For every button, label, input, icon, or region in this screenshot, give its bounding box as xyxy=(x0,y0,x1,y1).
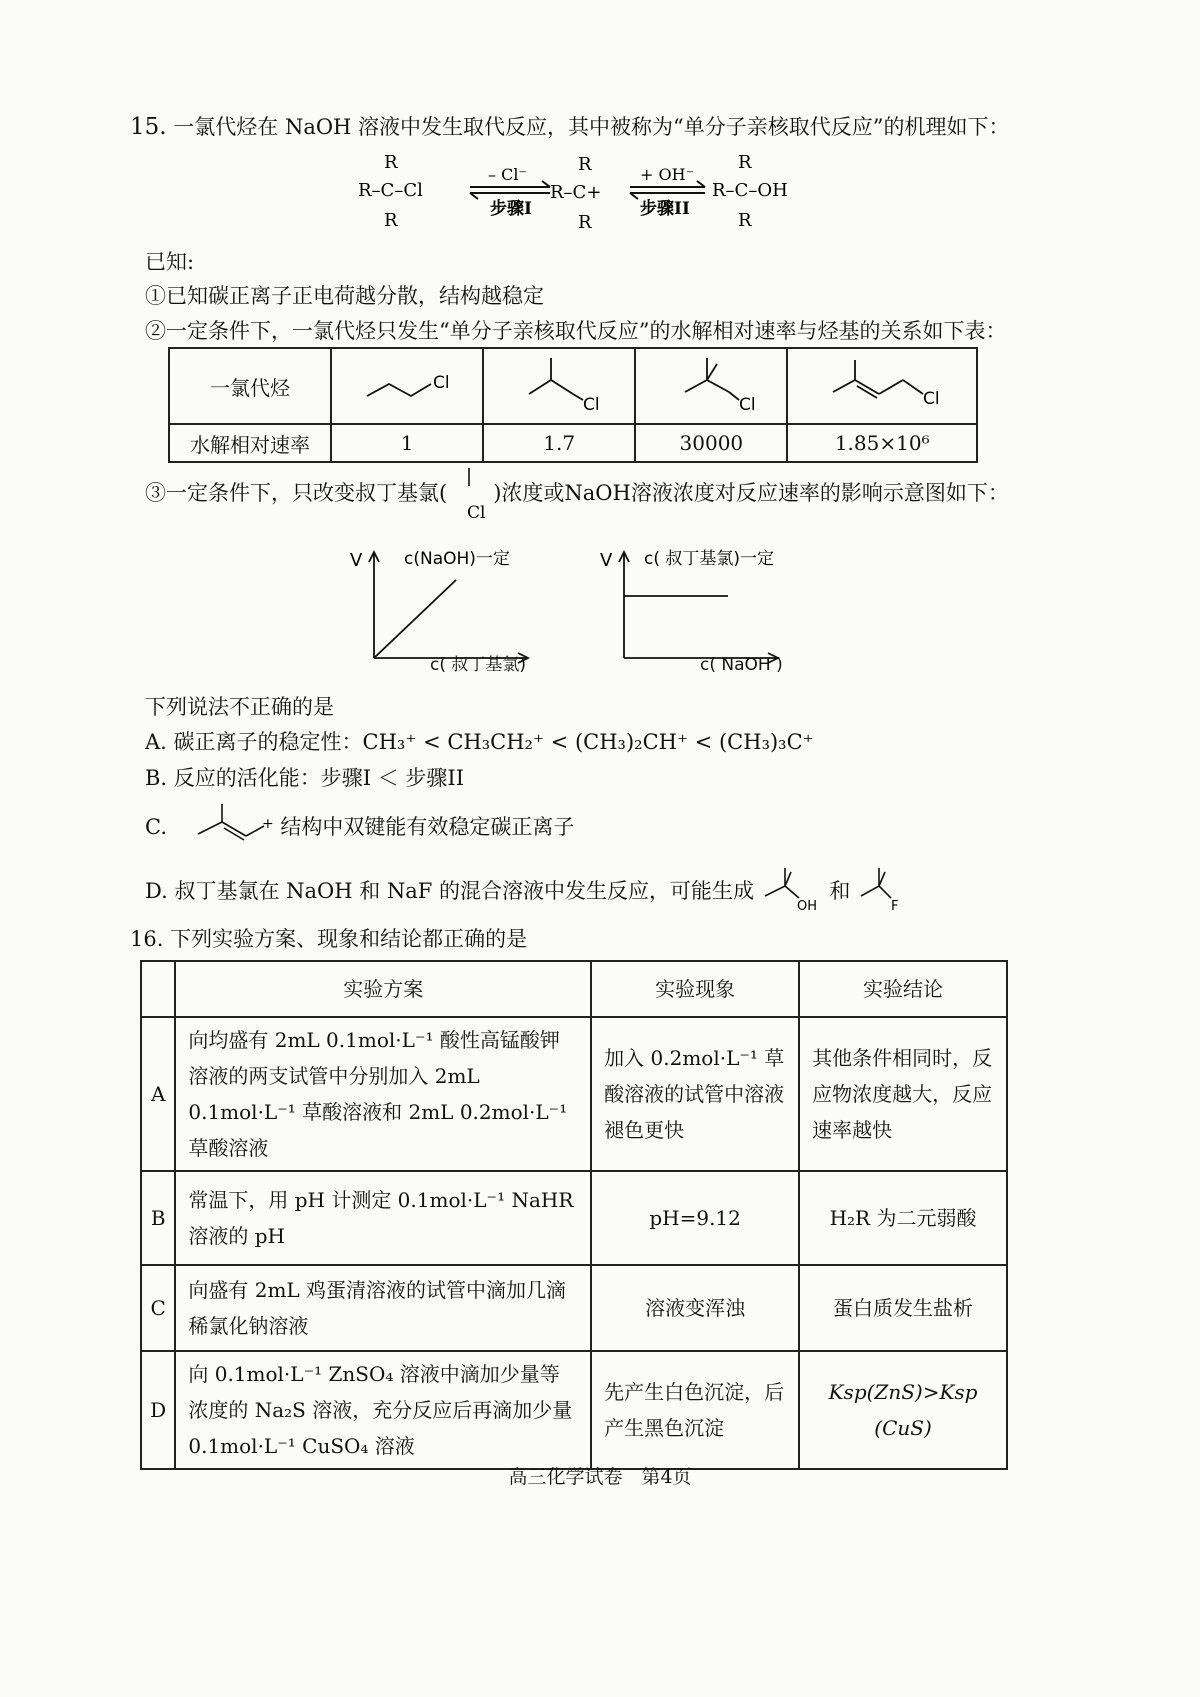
header-conclusion: 实验结论 xyxy=(799,961,1007,1017)
table-row xyxy=(141,1171,1007,1265)
row-conclusion: H₂R 为二元弱酸 xyxy=(799,1171,1007,1265)
row-plan: 向均盛有 2mL 0.1mol·L⁻¹ 酸性高锰酸钾溶液的两支试管中分别加入 2mL 0.1mol·L⁻¹ 草酸溶液和 2mL 0.2mol·L⁻¹ 草酸溶液 xyxy=(175,1017,591,1171)
row-label: D xyxy=(141,1351,175,1469)
graph-condition: c( 叔丁基氯)一定 xyxy=(644,549,775,569)
known-3-post: )浓度或NaOH溶液浓度对反应速率的影响示意图如下： xyxy=(493,481,1009,505)
row-plan: 向 0.1mol·L⁻¹ ZnSO₄ 溶液中滴加少量等浓度的 Na₂S 溶液，充分反应后再滴加少量 0.1mol·L⁻¹ CuSO₄ 溶液 xyxy=(175,1351,591,1469)
intermediate-bottom: R xyxy=(578,212,592,233)
mechanism-diagram xyxy=(350,150,870,240)
intermediate-mid: R–C+ xyxy=(550,182,602,203)
f-label: F xyxy=(891,898,899,914)
row-plan: 向盛有 2mL 鸡蛋清溶液的试管中滴加几滴稀氯化钠溶液 xyxy=(175,1265,591,1351)
known-1: ①已知碳正离子正电荷越分散，结构越稳定 xyxy=(145,284,544,308)
option-d-text: D. 叔丁基氯在 NaOH 和 NaF 的混合溶液中发生反应，可能生成 xyxy=(145,879,755,903)
x-label-2: c( NaOH ) xyxy=(700,655,783,675)
rate-row1-header: 一氯代烃 xyxy=(169,348,331,424)
table-row xyxy=(141,1265,1007,1351)
cl-label: Cl xyxy=(923,388,940,409)
structure-prenyl-chloride xyxy=(787,348,977,424)
reactant-mid: R–C–Cl xyxy=(358,180,423,201)
product-top: R xyxy=(738,152,752,173)
row-conclusion: 蛋白质发生盐析 xyxy=(799,1265,1007,1351)
q15-question: 下列说法不正确的是 xyxy=(145,695,334,719)
reactant-bottom: R xyxy=(384,210,398,231)
graph-condition: c(NaOH)一定 xyxy=(404,549,510,569)
option-d xyxy=(145,876,907,914)
product-bottom: R xyxy=(738,210,752,231)
tert-butanol-structure xyxy=(761,878,823,914)
cl-label: Cl xyxy=(467,502,486,522)
step2-above: + OH⁻ xyxy=(640,165,695,184)
experiment-table xyxy=(140,960,1008,1470)
known-label: 已知: xyxy=(145,250,195,274)
step1-above: – Cl⁻ xyxy=(488,165,527,184)
tert-butyl-fluoride-structure xyxy=(857,878,907,914)
row-phenomenon: pH=9.12 xyxy=(591,1171,799,1265)
rate-table xyxy=(168,347,978,463)
row-phenomenon: 加入 0.2mol·L⁻¹ 草酸溶液的试管中溶液褪色更快 xyxy=(591,1017,799,1171)
table-row xyxy=(141,1351,1007,1469)
rate-value: 1.85×10⁶ xyxy=(787,424,977,462)
row-conclusion: 其他条件相同时，反应物浓度越大，反应速率越快 xyxy=(799,1017,1007,1171)
known-2: ②一定条件下，一氯代烃只发生“单分子亲核取代反应”的水解相对速率与烃基的关系如下表： xyxy=(145,319,1007,343)
header-plan: 实验方案 xyxy=(175,961,591,1017)
option-c-text: 结构中双键能有效稳定碳正离子 xyxy=(280,815,575,839)
cation-plus: + xyxy=(261,815,274,832)
rate-value: 1 xyxy=(331,424,483,462)
row-plan: 常温下，用 pH 计测定 0.1mol·L⁻¹ NaHR 溶液的 pH xyxy=(175,1171,591,1265)
step1-below: 步骤I xyxy=(490,199,532,219)
corner-cell xyxy=(141,961,175,1017)
structure-2-chloropropane xyxy=(483,348,635,424)
row-label: A xyxy=(141,1017,175,1171)
rate-value: 1.7 xyxy=(483,424,635,462)
line-linear xyxy=(374,580,456,658)
q16-stem: 16. 下列实验方案、现象和结论都正确的是 xyxy=(130,927,528,951)
q15-stem xyxy=(130,112,1090,142)
row-phenomenon: 先产生白色沉淀，后产生黑色沉淀 xyxy=(591,1351,799,1469)
y-label: V xyxy=(600,550,613,571)
tert-butyl-chloride-inline xyxy=(447,480,493,522)
row-label: C xyxy=(141,1265,175,1351)
q15-number: 15. xyxy=(130,114,167,140)
x-label-1: c( 叔丁基氯) xyxy=(430,655,527,675)
intermediate-top: R xyxy=(578,154,592,175)
step2-below: 步骤II xyxy=(640,199,690,219)
row-conclusion: Ksp(ZnS)>Ksp (CuS) xyxy=(799,1351,1007,1469)
sn1-mechanism xyxy=(350,150,870,240)
table-row xyxy=(141,1017,1007,1171)
known-3-pre: ③一定条件下，只改变叔丁基氯( xyxy=(145,481,448,505)
option-d-and: 和 xyxy=(829,879,851,903)
rate-row2-header: 水解相对速率 xyxy=(169,424,331,462)
structure-tert-butyl-chloride xyxy=(635,348,787,424)
cl-label: Cl xyxy=(739,394,756,414)
row-label: B xyxy=(141,1171,175,1265)
y-label: V xyxy=(350,550,363,571)
option-c xyxy=(145,812,574,844)
option-c-label: C. xyxy=(145,815,167,839)
structure-1-chloropropane xyxy=(331,348,483,424)
oh-label: OH xyxy=(796,898,817,914)
row-phenomenon: 溶液变浑浊 xyxy=(591,1265,799,1351)
q15-stem-text: 一氯代烃在 NaOH 溶液中发生取代反应，其中被称为“单分子亲核取代反应”的机理如下： xyxy=(173,115,1010,139)
option-a: A. 碳正离子的稳定性：CH₃⁺ < CH₃CH₂⁺ < (CH₃)₂CH⁺ < (CH₃)₃C⁺ xyxy=(145,730,814,754)
cl-label: Cl xyxy=(583,394,600,414)
product-mid: R–C–OH xyxy=(712,180,788,201)
reactant-top: R xyxy=(384,152,398,173)
page-footer: 高三化学试卷 第4页 xyxy=(508,1466,692,1488)
option-c-structure xyxy=(174,814,274,844)
rate-value: 30000 xyxy=(635,424,787,462)
option-b: B. 反应的活化能：步骤I ＜ 步骤II xyxy=(145,766,465,790)
header-phenomenon: 实验现象 xyxy=(591,961,799,1017)
known-3 xyxy=(145,478,1009,522)
cl-label: Cl xyxy=(433,372,450,393)
